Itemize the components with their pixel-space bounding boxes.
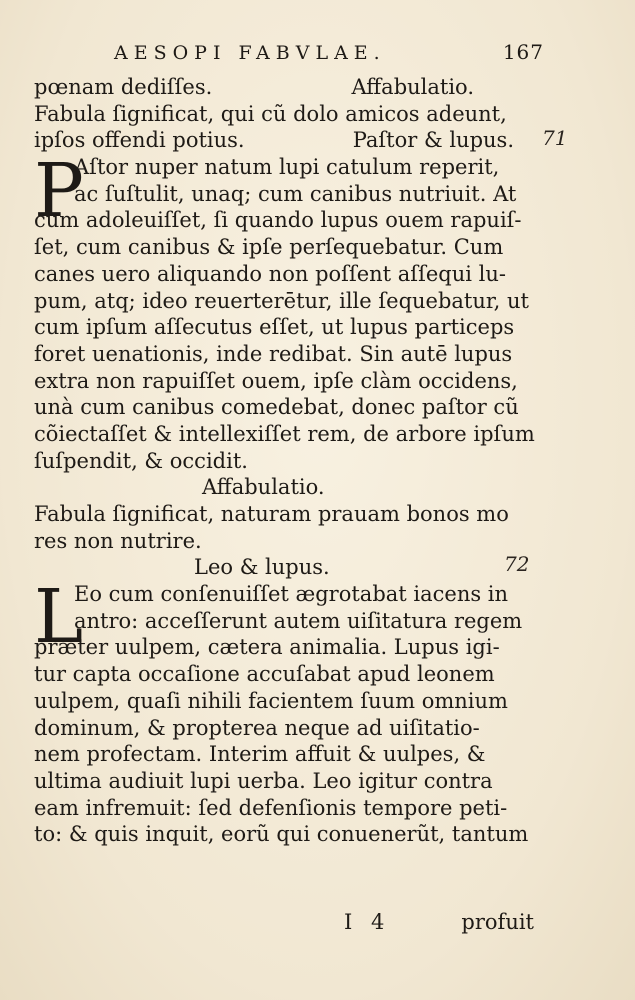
text-line [34,288,544,315]
page-footer [34,910,534,934]
signature-mark: I 4 [344,910,391,934]
text-line [34,528,544,555]
text-line [34,795,544,822]
text-line [34,101,544,128]
line-left: pœnam dediſſes. [34,75,213,99]
line-text: foret uenationis, inde redibat. Sin autē lupus [34,341,513,366]
line-left: ipſos offendi potius. [34,128,245,153]
text-line [34,341,544,368]
fable-title [34,554,544,581]
drop-cap: L [34,574,84,661]
line-text: extra non rapuiſſet ouem, ipſe clàm occidens, [34,368,518,393]
running-title: AESOPI FABVLAE. [114,42,386,64]
page-number: 167 [502,40,544,64]
text-line [34,154,544,181]
text-line [34,448,544,475]
line-text: canes uero aliquando non poſſent aſſequi lu- [34,261,506,286]
line-text: ultima audiuit lupi uerba. Leo igitur contra [34,768,493,793]
text-line [34,127,544,154]
text-line [34,181,544,208]
text-line [34,661,544,688]
line-text: nem profectam. Interim affuit & uulpes, & [34,742,486,767]
line-text: ac ſuſtulit, unaq; cum canibus nutriuit. At [74,181,517,206]
line-text: uulpem, quaſi nihili facientem ſuum omnium [34,688,508,713]
text-line [34,715,544,742]
text-line [34,314,544,341]
line-text: præter uulpem, cætera animalia. Lupus igi- [34,635,500,660]
line-text: ſuſpendit, & occidit. [34,448,248,473]
line-text: pum, atq; ideo reuerterētur, ille ſequebatur, ut [34,288,529,313]
moral-heading-inline: Affabulatio. [351,75,474,99]
text-line [34,74,544,101]
line-text: cum adoleuiſſet, ſi quando lupus ouem rapuiſ- [34,208,522,233]
line-text: cõiectaſſet & intellexiſſet rem, de arbore ipſum [34,421,535,446]
text-line [34,368,544,395]
running-header [34,40,544,74]
text-line [34,688,544,715]
text-line [34,821,544,848]
catchword: profuit [461,910,534,934]
fable-72 [34,554,544,848]
line-text: to: & quis inquit, eorũ qui conuenerũt, tantum [34,822,529,847]
margin-number: 71 [542,126,568,151]
text-line [34,421,544,448]
line-text: antro: acceſſerunt autem uiſitatura regem [74,608,523,633]
text-line [34,207,544,234]
text-line [34,394,544,421]
line-text: unà cum canibus comedebat, donec paſtor cũ [34,395,519,420]
fable-title: Paſtor & lupus. [352,128,514,153]
text-block [34,40,568,848]
line-left: Fabula ſignificat, qui cũ dolo amicos adeunt, [34,101,507,126]
moral-heading-text: Affabulatio. [202,475,325,500]
text-line [34,581,544,608]
text-line [34,608,544,635]
margin-number: 72 [504,552,530,577]
text-line [34,741,544,768]
fable-title-text: Leo & lupus. [194,555,330,580]
line-text: tur capta occaſione accuſabat apud leonem [34,662,495,687]
line-text: eam infremuit: ſed defenſionis tempore peti- [34,795,508,820]
text-line [34,634,544,661]
line-text: ſet, cum canibus & ipſe perſequebatur. Cum [34,235,504,260]
text-line [34,501,544,528]
text-line [34,261,544,288]
line-text: Aſtor nuper natum lupi catulum reperit, [74,155,500,180]
text-line [34,234,544,261]
text-line [34,768,544,795]
drop-cap: P [34,148,84,235]
moral-heading [34,474,544,501]
line-text: Fabula ſignificat, naturam prauam bonos mo [34,502,509,526]
line-text: Eo cum conſenuiſſet ægrotabat iacens in [74,582,509,607]
line-text: dominum, & propterea neque ad uiſitatio- [34,715,480,740]
line-text: res non nutrire. [34,528,202,553]
line-text: cum ipſum aſſecutus eſſet, ut lupus particeps [34,315,515,340]
